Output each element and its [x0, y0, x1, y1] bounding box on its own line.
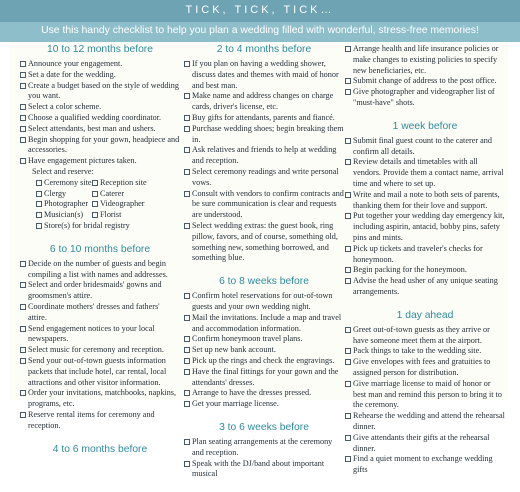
- checklist-item[interactable]: [92, 178, 172, 189]
- checkbox-icon[interactable]: [184, 61, 190, 67]
- checklist-item[interactable]: [345, 44, 505, 76]
- checklist-item-text: Photographer: [44, 199, 89, 209]
- checklist-item-text: Write and mail a note to both sets of parents, thanking them for their love and support.: [353, 189, 500, 210]
- checkbox-icon[interactable]: [20, 347, 26, 353]
- checklist-item-text: Set a date for the wedding.: [28, 69, 116, 79]
- checkbox-icon[interactable]: [20, 282, 26, 288]
- checklist-item-text: Greet out-of-town guests as they arrive or have someone meet them at the airport.: [353, 324, 490, 345]
- checkbox-icon[interactable]: [345, 192, 351, 198]
- checklist-item-text: Buy gifts for attendants, parents and fiancé.: [192, 112, 335, 122]
- checklist-item[interactable]: [20, 410, 180, 432]
- checklist-item-text: Select music for ceremony and reception.: [28, 345, 164, 355]
- checklist-item-text: Purchase wedding shoes; begin breaking them in.: [192, 123, 344, 144]
- checkbox-icon[interactable]: [20, 83, 26, 89]
- checklist-item[interactable]: [20, 356, 180, 388]
- checklist-item-text: Pack things to take to the wedding site.: [353, 346, 482, 356]
- checklist-item-text: Store(s) for bridal registry: [44, 220, 130, 230]
- checklist-item-text: Arrange health and life insurance policies or make changes to existing policies to specify new beneficiaries, etc.: [353, 44, 499, 75]
- checkbox-icon[interactable]: [184, 439, 190, 445]
- checklist-item-text: Coordinate mothers' dresses and fathers' attire.: [28, 301, 160, 322]
- checklist-item[interactable]: [345, 211, 505, 243]
- checklist-item-text: Ask relatives and friends to help at wedding and reception.: [192, 145, 337, 166]
- checklist-item-text: Get your marriage license.: [192, 399, 279, 409]
- checklist-section: [345, 44, 505, 109]
- checkbox-icon[interactable]: [345, 348, 351, 354]
- checkbox-icon[interactable]: [20, 61, 26, 67]
- checklist-item[interactable]: [345, 433, 505, 455]
- checklist-item-text: Have the final fittings for your gown and the attendants' dresses.: [192, 366, 339, 387]
- checklist-item[interactable]: [36, 199, 92, 210]
- checklist-item[interactable]: [184, 367, 344, 389]
- checkbox-icon[interactable]: [184, 169, 190, 175]
- checklist-item[interactable]: [184, 91, 344, 113]
- checkbox-icon[interactable]: [345, 159, 351, 165]
- checkbox-icon[interactable]: [20, 412, 26, 418]
- checklist-item[interactable]: [20, 259, 180, 281]
- checklist-item[interactable]: [20, 135, 180, 157]
- checklist-item-text: Begin packing for the honeymoon.: [353, 265, 467, 275]
- checklist-item-text: Review details and timetables with all vendors. Provide them a contact name, arrival time and where to set up.: [353, 157, 504, 188]
- checkbox-icon[interactable]: [36, 191, 42, 197]
- checklist-item[interactable]: [184, 145, 344, 167]
- checklist-item-text: Pick up tickets and traveler's checks for honeymoon.: [353, 243, 483, 264]
- checklist-item-text: Pick up the rings and check the engravings.: [192, 355, 335, 365]
- checklist-item[interactable]: [184, 221, 344, 264]
- checklist-item[interactable]: [345, 379, 505, 411]
- checklist-item-text: Arrange to have the dresses pressed.: [192, 388, 312, 398]
- checkbox-icon[interactable]: [184, 369, 190, 375]
- section-heading: 4 to 6 months before: [52, 443, 148, 455]
- checkbox-icon[interactable]: [20, 261, 26, 267]
- checkbox-icon[interactable]: [184, 336, 190, 342]
- checklist-item[interactable]: [345, 357, 505, 379]
- subtitle-banner: [0, 22, 520, 42]
- checkbox-icon[interactable]: [345, 456, 351, 462]
- checklist-item[interactable]: [36, 189, 92, 200]
- checklist-item-text: Advise the head usher of any unique seating arrangements.: [353, 276, 498, 296]
- reserve-label: Select and reserve:: [32, 166, 94, 176]
- checklist-item[interactable]: [345, 265, 505, 276]
- checklist-item[interactable]: [345, 276, 505, 298]
- checklist-item[interactable]: [345, 411, 505, 433]
- page-subtitle: Use this handy checklist to help you plan a wedding filled with wonderful, stress-free memories!: [41, 25, 479, 36]
- checklist-item[interactable]: [20, 81, 180, 103]
- checkbox-icon[interactable]: [345, 413, 351, 419]
- checkbox-icon[interactable]: [20, 137, 26, 143]
- checklist-item-text: Choose a qualified wedding coordinator.: [28, 112, 162, 122]
- checklist-item[interactable]: [92, 210, 172, 221]
- checklist-section: [20, 444, 180, 455]
- checkbox-icon[interactable]: [184, 390, 190, 396]
- checklist-item[interactable]: [20, 70, 180, 81]
- checklist-item[interactable]: [345, 87, 505, 109]
- page-title: TICK, TICK, TICK…: [185, 4, 335, 16]
- checklist-item[interactable]: [20, 124, 180, 135]
- checkbox-icon[interactable]: [184, 401, 190, 407]
- checklist-item-text: Give attendants their gifts at the rehearsal dinner.: [353, 432, 490, 453]
- checklist-item[interactable]: [92, 199, 172, 210]
- checklist-item-text: Give envelopes with fees and gratuities to assigned person for distribution.: [353, 357, 491, 377]
- checklist-item-text: Order your invitations, matchbooks, napkins, programs, etc.: [28, 388, 177, 409]
- checkbox-icon[interactable]: [345, 381, 351, 387]
- checklist-item-text: Make name and address changes on charge cards, driver's license, etc.: [192, 91, 334, 112]
- checklist-item-text: Submit change of address to the post office.: [353, 76, 497, 86]
- checkbox-icon[interactable]: [20, 115, 26, 121]
- checklist-item-text: Select and order bridesmaids' gowns and groomsmen's attire.: [28, 280, 162, 301]
- checklist-item[interactable]: [92, 189, 172, 200]
- checkbox-icon[interactable]: [184, 147, 190, 153]
- checklist-item-text: Set up new bank account.: [192, 345, 276, 355]
- checkbox-icon[interactable]: [184, 293, 190, 299]
- checklist-item-text: Begin shopping for your gown, headpiece and accessories.: [28, 134, 180, 155]
- checklist-item-text: Have engagement pictures taken.: [28, 156, 137, 166]
- checklist-item-text: Put together your wedding day emergency kit, including aspirin, antacid, bobby pins, safety pins and mints.: [353, 211, 505, 242]
- section-heading: 6 to 8 weeks before: [219, 276, 309, 288]
- checklist-item[interactable]: [20, 302, 180, 324]
- reserve-grid: [20, 178, 180, 232]
- checklist-item-text: Select wedding extras: the guest book, ring pillow, favors, and of course, something old, something new, something borrowed, and something blue.: [192, 220, 338, 263]
- checklist-item-text: Clergy: [44, 188, 67, 198]
- checklist-item-text: Send your out-of-town guests information packets that include hotel, car rental, local attractions and other visitor information.: [28, 355, 167, 387]
- checkbox-icon[interactable]: [345, 138, 351, 144]
- checkbox-icon[interactable]: [345, 278, 351, 284]
- checkbox-icon[interactable]: [345, 246, 351, 252]
- checklist-section: [184, 422, 344, 480]
- title-bar: [0, 0, 520, 22]
- section-heading: 1 day ahead: [396, 309, 454, 321]
- checklist-item[interactable]: [184, 59, 344, 91]
- column-2: [184, 44, 344, 492]
- checkbox-icon[interactable]: [184, 191, 190, 197]
- checkbox-icon[interactable]: [36, 212, 42, 218]
- checklist-item[interactable]: [345, 136, 505, 158]
- checkbox-icon[interactable]: [184, 315, 190, 321]
- checklist-item[interactable]: [20, 280, 180, 302]
- column-1: [20, 44, 180, 467]
- checklist-item-text: Find a quiet moment to exchange wedding gifts: [353, 454, 493, 475]
- checkbox-icon[interactable]: [184, 115, 190, 121]
- section-heading: 6 to 10 months before: [49, 243, 151, 255]
- checklist-item[interactable]: [184, 459, 344, 481]
- checklist-item[interactable]: [184, 189, 344, 221]
- checklist-item-text: Plan seating arrangements at the ceremony and reception.: [192, 436, 333, 457]
- checkbox-icon[interactable]: [184, 461, 190, 467]
- checklist-item[interactable]: [20, 388, 180, 410]
- checkbox-icon[interactable]: [20, 326, 26, 332]
- checkbox-icon[interactable]: [184, 223, 190, 229]
- checklist-item-text: Select attendants, best man and ushers.: [28, 123, 156, 133]
- checklist-item-text: If you plan on having a wedding shower, discuss dates and themes with maid of honor and best man.: [192, 59, 339, 90]
- checkbox-icon[interactable]: [345, 327, 351, 333]
- checklist-item-text: Ceremony site: [44, 177, 92, 187]
- checkbox-icon[interactable]: [36, 223, 42, 229]
- checklist-item[interactable]: [20, 113, 180, 124]
- checkbox-icon[interactable]: [20, 390, 26, 396]
- checklist-item[interactable]: [184, 334, 344, 345]
- checklist-item[interactable]: [184, 356, 344, 367]
- checklist-item[interactable]: [184, 399, 344, 410]
- checklist-item-text: Mail the invitations. Include a map and travel and accommodation information.: [192, 312, 342, 333]
- checklist-item-text: Decide on the number of guests and begin compiling a list with names and addresses.: [28, 258, 168, 279]
- checklist-item-text: Florist: [100, 210, 122, 220]
- section-heading: 10 to 12 months before: [47, 44, 153, 55]
- checkbox-icon[interactable]: [20, 104, 26, 110]
- checklist-item[interactable]: [36, 221, 172, 232]
- checkbox-icon[interactable]: [36, 180, 42, 186]
- checklist-item[interactable]: [184, 345, 344, 356]
- checklist-section: [345, 121, 505, 298]
- checklist-item[interactable]: [345, 157, 505, 189]
- checklist-item[interactable]: [345, 76, 505, 87]
- section-heading: 2 to 4 months before: [216, 44, 312, 55]
- checklist-item[interactable]: [345, 190, 505, 212]
- checklist-item[interactable]: [184, 113, 344, 124]
- checklist-item[interactable]: [36, 210, 92, 221]
- checklist-item[interactable]: [20, 102, 180, 113]
- checkbox-icon[interactable]: [20, 72, 26, 78]
- checklist-item-text: Give marriage license to maid of honor or best man and remind this person to bring it to the ceremony.: [353, 378, 502, 410]
- checklist-item[interactable]: [345, 325, 505, 347]
- checklist-item[interactable]: [345, 454, 505, 476]
- checklist-section: [345, 310, 505, 476]
- checklist-item-text: Reserve rental items for ceremony and reception.: [28, 409, 155, 430]
- checklist-item[interactable]: [184, 167, 344, 189]
- checklist-item[interactable]: [184, 388, 344, 399]
- checklist-item-text: Select ceremony readings and write personal vows.: [192, 166, 339, 187]
- checkbox-icon[interactable]: [345, 435, 351, 441]
- checklist-item[interactable]: [20, 324, 180, 346]
- checklist-item-text: Rehearse the wedding and attend the rehearsal dinner.: [353, 411, 505, 431]
- checklist-item-text: Submit final guest count to the caterer and confirm all details.: [353, 135, 492, 156]
- checkbox-icon[interactable]: [345, 213, 351, 219]
- section-heading: 3 to 6 weeks before: [219, 421, 309, 433]
- checkbox-icon[interactable]: [20, 304, 26, 310]
- checklist-section: [20, 244, 180, 432]
- checklist-item[interactable]: [184, 291, 344, 313]
- checklist-item[interactable]: [345, 244, 505, 266]
- checkbox-icon[interactable]: [184, 347, 190, 353]
- checkbox-icon[interactable]: [345, 359, 351, 365]
- checklist-item-text: Consult with vendors to confirm contracts and be sure communication is clear and requests are understood.: [192, 188, 344, 220]
- checklist-item-text: Give photographer and videographer list of "must-have" shots.: [353, 87, 495, 107]
- checklist-item-text: Confirm honeymoon travel plans.: [192, 334, 303, 344]
- checkbox-icon[interactable]: [345, 78, 351, 84]
- checklist-item[interactable]: [345, 346, 505, 357]
- checklist-item[interactable]: [20, 156, 180, 167]
- section-heading: 1 week before: [392, 120, 458, 132]
- checkbox-icon[interactable]: [345, 89, 351, 95]
- checklist-item-text: Videographer: [100, 199, 145, 209]
- checklist-item-text: Reception site: [100, 177, 147, 187]
- checkbox-icon[interactable]: [20, 126, 26, 132]
- checklist-section: [184, 276, 344, 410]
- checklist-item-text: Musician(s): [44, 210, 84, 220]
- checklist-item[interactable]: [184, 313, 344, 335]
- checkbox-icon[interactable]: [184, 126, 190, 132]
- checklist-item-text: Announce your engagement.: [28, 59, 123, 68]
- checkbox-icon[interactable]: [20, 358, 26, 364]
- checklist-item[interactable]: [36, 178, 92, 189]
- checkbox-icon[interactable]: [345, 267, 351, 273]
- checkbox-icon[interactable]: [345, 46, 351, 52]
- checklist-item[interactable]: [184, 437, 344, 459]
- checklist-item[interactable]: [20, 345, 180, 356]
- checklist-section: [20, 44, 180, 232]
- checkbox-icon[interactable]: [184, 358, 190, 364]
- checkbox-icon[interactable]: [184, 93, 190, 99]
- checklist-item[interactable]: [184, 124, 344, 146]
- checklist-item-text: Confirm hotel reservations for out-of-town guests and your own wedding night.: [192, 291, 333, 311]
- column-3: [345, 44, 505, 488]
- checklist-item-text: Caterer: [100, 188, 125, 198]
- checklist-item-text: Speak with the DJ/band about important musical: [192, 458, 325, 479]
- checklist-item-text: Send engagement notices to your local newspapers.: [28, 323, 155, 344]
- checkbox-icon[interactable]: [92, 180, 98, 186]
- checklist-section: [184, 44, 344, 264]
- checklist-item[interactable]: [20, 59, 180, 70]
- checklist-item-text: Create a budget based on the style of wedding you want.: [28, 80, 179, 101]
- checkbox-icon[interactable]: [36, 201, 42, 207]
- checklist-item-text: Select a color scheme.: [28, 102, 102, 112]
- checkbox-icon[interactable]: [20, 158, 26, 164]
- checkbox-icon[interactable]: [92, 212, 98, 218]
- checkbox-icon[interactable]: [92, 201, 98, 207]
- checkbox-icon[interactable]: [92, 191, 98, 197]
